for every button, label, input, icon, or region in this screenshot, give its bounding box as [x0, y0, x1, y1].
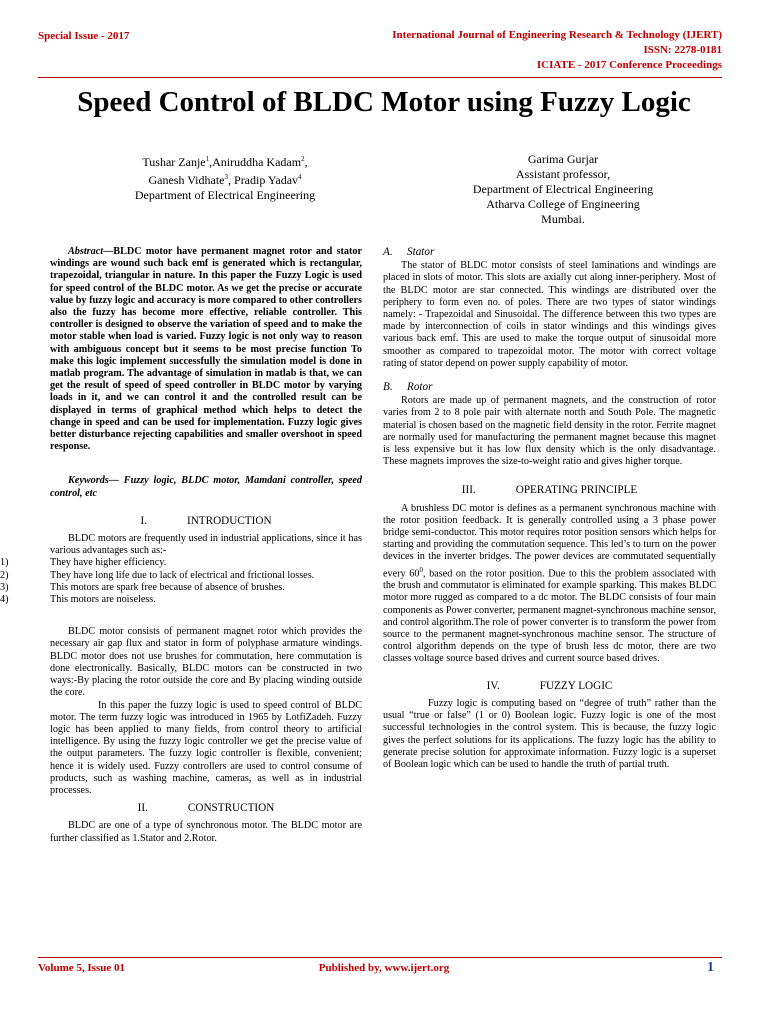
authors-line-1: Tushar Zanje$^1$,Aniruddha Kadam$^2$,: [142, 155, 308, 169]
section-heading-operating-principle: III. OPERATING PRINCIPLE: [461, 484, 638, 497]
list-item: 4) This motors are noiseless.: [0, 594, 156, 606]
footer-publisher: Published by, www.ijert.org: [318, 962, 450, 974]
list-item: 2) They have long life due to lack of electrical and frictional losses.: [0, 569, 315, 581]
header-issn: ISSN: 2278-0181: [643, 44, 722, 56]
authors-line-2: Ganesh Vidhate$^3$, Pradip Yadav$^4$: [148, 173, 302, 187]
operating-paragraph: A brushless DC motor is defines as a permanent synchronous machine with the rotor position feedback. It is generally controlled using a 3 phase power bridge semi-conductor. This motor requires rotor position sensors which helps for starting and providing the commutation sequence. This led’s to turn on the power devices in the inverter bridges. The power devices are commutated sequentially every $60^0$, based on the rotor position. Due to this the problem associated with the brush and commutator is eliminated for example sparking. This makes BLDC motor more rugged as compared to a dc motor. The BLDC consists of four main components as Power converter, permanent magnet-synchronous machine sensor, and control algorithm.The role of power converter is to transform the power from source to the permanent magnet-synchronous machine sensor. The structure of control algorithm depends on the type of brush less dc motor, there are two classes voltage source based drives and current source based drives.: [383, 502, 716, 665]
subsection-heading-stator: A. Stator: [383, 246, 435, 258]
right-column: [383, 246, 716, 771]
construction-paragraph: BLDC are one of a type of synchronous motor. The BLDC motor are further classified as 1.Stator and 2.Rotor.: [50, 820, 362, 844]
keywords: Keywords— Fuzzy logic, BLDC motor, Mamdani controller, speed control, etc: [50, 475, 362, 499]
author-name: Garima Gurjar: [527, 152, 599, 166]
paper-title: Speed Control of BLDC Motor using Fuzzy Logic: [77, 86, 691, 118]
footer-volume: Volume 5, Issue 01: [38, 962, 125, 974]
list-item: 1) They have higher efficiency.: [0, 557, 167, 569]
header-journal-info: [392, 28, 722, 73]
author-city: Mumbai.: [541, 212, 585, 226]
authors-affiliation-right: [418, 152, 708, 227]
section-heading-construction: II. CONSTRUCTION: [137, 802, 275, 815]
intro-paragraph-1: BLDC motors are frequently used in industrial applications, since it has various advantages such as:-: [50, 533, 362, 557]
header-conference: ICIATE - 2017 Conference Proceedings: [536, 59, 722, 71]
footer-divider: [38, 957, 722, 958]
fuzzy-paragraph: Fuzzy logic is computing based on “degree of truth” rather than the usual “true or false” (1 or 0) Boolean logic. Fuzzy logic is one of the most successful technologies in the control system. This is because, the fuzzy logic gives the perfect solutions for its applications. The fuzzy logic has the ability to generate precise solution for approximate information. Fuzzy logic is a superset of Boolean logic which can be used to handle the truth of partial truth.: [383, 697, 716, 770]
intro-paragraph-2: BLDC motor consists of permanent magnet rotor which provides the necessary air gap flux and stator in form of polyphase armature windings. BLDC motor does not use brushes for commutation, here commutation is done electronically. Basically, BLDC motors can be constructed in two ways:-By placing the rotor outside the core and By placing winding outside the core.: [50, 626, 362, 699]
authors-department: Department of Electrical Engineering: [134, 188, 316, 202]
author-role: Assistant professor,: [515, 167, 611, 181]
list-item: 3) This motors are spark free because of absence of brushes.: [0, 581, 285, 593]
subsection-heading-rotor: B. Rotor: [383, 381, 433, 394]
abstract-text: —BLDC motor have permanent magnet rotor and stator windings are wound such back emf is generated which is rectangular, trapezoidal, triangular in nature. In this paper the Fuzzy Logic is used for speed control of the BLDC motor. As we get the precise or accurate value by fuzzy logic and accuracy is more compared to other controllers also the fuzzy has become more effective, reliable controller. This controller is designed to observe the variation of speed and to make the motor stable when load is varied. Fuzzy logic is not only way to reason with ambiguous concept but it seems to be most precise function To make this logic implement successfully the simulation model is done in matlab program. The advantage of simulation in matlab is that, we can get the result of speed of speed controller in BLDC motor by varying loads in it, and we can control it and the controlled result can be displayed in terms of graphical method which helps to detect the change in speed and can be used for implementation. Fuzzy logic gives better disturbance rejecting capabilities and smaller overshoot in speed response.: [50, 246, 362, 453]
header-divider: [38, 77, 722, 78]
advantages-list: [0, 557, 362, 606]
header-journal-name: International Journal of Engineering Research & Technology (IJERT): [392, 29, 722, 41]
abstract-label: Abstract: [68, 246, 104, 257]
left-column: [0, 246, 362, 845]
header-special-issue: Special Issue - 2017: [38, 30, 130, 42]
section-heading-fuzzy-logic: IV. FUZZY LOGIC: [486, 679, 613, 692]
section-heading-introduction: I. INTRODUCTION: [140, 514, 272, 527]
author-department: Department of Electrical Engineering: [472, 182, 654, 196]
author-college: Atharva College of Engineering: [486, 197, 640, 211]
abstract: [50, 246, 362, 453]
rotor-paragraph: Rotors are made up of permanent magnets, and the construction of rotor varies from 2 to 8 pole pair with alternate north and South Pole. The magnetic material is chosen based on the magnetic field density in the rotor. Ferrite magnet are normally used for manufacturing the permanent magnet because this magnet is less expensive but it has low flux density which is the only disadvantage. These magnets improves the size-to-weight ratio and gives higher torque.: [383, 395, 716, 468]
page-number: 1: [707, 960, 714, 975]
stator-paragraph: The stator of BLDC motor consists of steel laminations and windings are placed in slots of motor. This slots are axially cut along inner-periphery. Most of the BLDC motor are star connected. This windings are distributed over the periphery to form even no. of poles. There are two types of stator windings namely: - Trapezoidal and Sinusoidal. The difference between this two types are made by interconnection of coils in stator windings and this windings gives various back emf. This are used to make the torque output of sinusoidal more smoother as compared to trapezoidal motor. The motor with correct voltage rating of stator depend on power supply capability of motor.: [383, 260, 716, 369]
intro-paragraph-3: In this paper the fuzzy logic is used to speed control of BLDC motor. The term fuzzy logic was introduced in 1965 by LotfiZadeh. Fuzzy logic has been applied to many fields, from control theory to artificial intelligence. By using the fuzzy logic controller we get the precise value of the output parameters. The fuzzy logic controller is flexible, convenient; hence it is widely used. Fuzzy controllers are used to control consume of products, such as washing machine, cameras, as well as in industrial processes.: [50, 699, 362, 796]
authors-affiliation-left: [80, 152, 370, 203]
